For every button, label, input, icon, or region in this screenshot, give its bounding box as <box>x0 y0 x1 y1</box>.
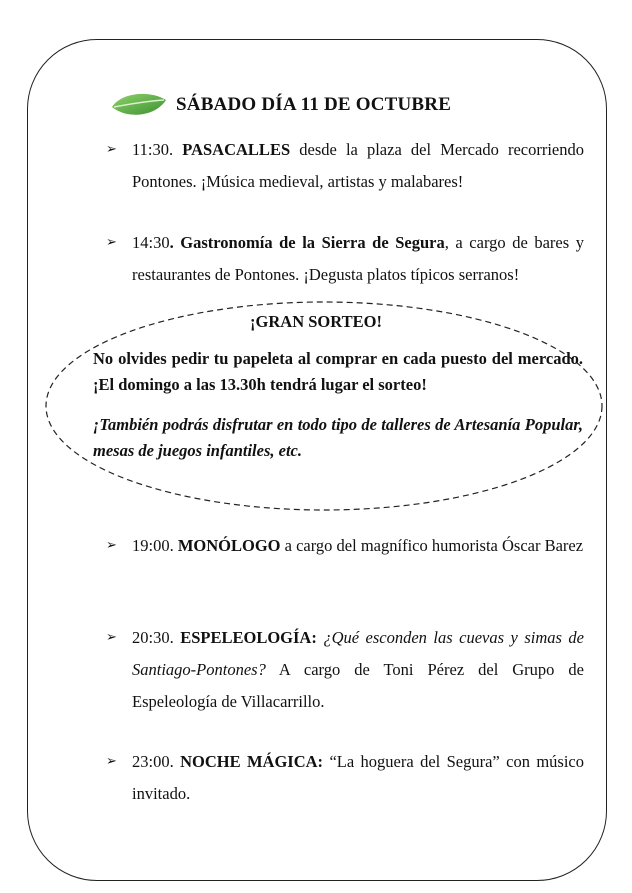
event-item <box>106 622 584 718</box>
event-name: ESPELEOLOGÍA: <box>180 628 317 647</box>
arrow-bullet-icon: ➢ <box>106 754 117 769</box>
event-description: desde la plaza del Mercado recorriendo Pontones. ¡Música medieval, artistas y malabares! <box>132 140 584 191</box>
event-time: 11:30. <box>132 140 183 159</box>
event-time: 14:30 <box>132 233 170 252</box>
arrow-bullet-icon: ➢ <box>106 142 117 157</box>
event-time: 19:00. <box>132 536 178 555</box>
event-description: “La hoguera del Segura” con músico invitado. <box>132 752 585 803</box>
arrow-bullet-icon: ➢ <box>106 630 117 645</box>
event-time: 20:30. <box>132 628 181 647</box>
sorteo-text: No olvides pedir tu papeleta al comprar en cada puesto del mercado. ¡El domingo a las 13.30h tendrá lugar el sorteo! <box>93 349 583 394</box>
event-name: PASACALLES <box>182 140 291 159</box>
arrow-bullet-icon: ➢ <box>106 235 117 250</box>
event-description: A cargo de Toni Pérez del Grupo de Espeleología de Villacarrillo. <box>132 660 584 711</box>
event-time: 23:00. <box>132 752 181 771</box>
sorteo-title: ¡GRAN SORTEO! <box>250 312 382 331</box>
arrow-bullet-icon: ➢ <box>106 538 117 553</box>
event-name: MONÓLOGO <box>177 536 281 555</box>
event-item <box>106 746 585 810</box>
event-description: , a cargo de bares y restaurantes de Pontones. ¡Degusta platos típicos serranos! <box>132 233 584 284</box>
page-title: SÁBADO DÍA 11 DE OCTUBRE <box>176 94 452 115</box>
sorteo-extra: ¡También podrás disfrutar en todo tipo de talleres de Artesanía Popular, mesas de juegos infantiles, etc. <box>93 415 583 460</box>
event-name: NOCHE MÁGICA: <box>180 752 324 771</box>
event-item <box>106 530 584 562</box>
event-description: a cargo del magnífico humorista Óscar Barez <box>280 536 584 555</box>
event-question: ¿Qué esconden las cuevas y simas de Santiago-Pontones? <box>132 628 584 679</box>
event-name: . Gastronomía de la Sierra de Segura <box>169 233 445 252</box>
